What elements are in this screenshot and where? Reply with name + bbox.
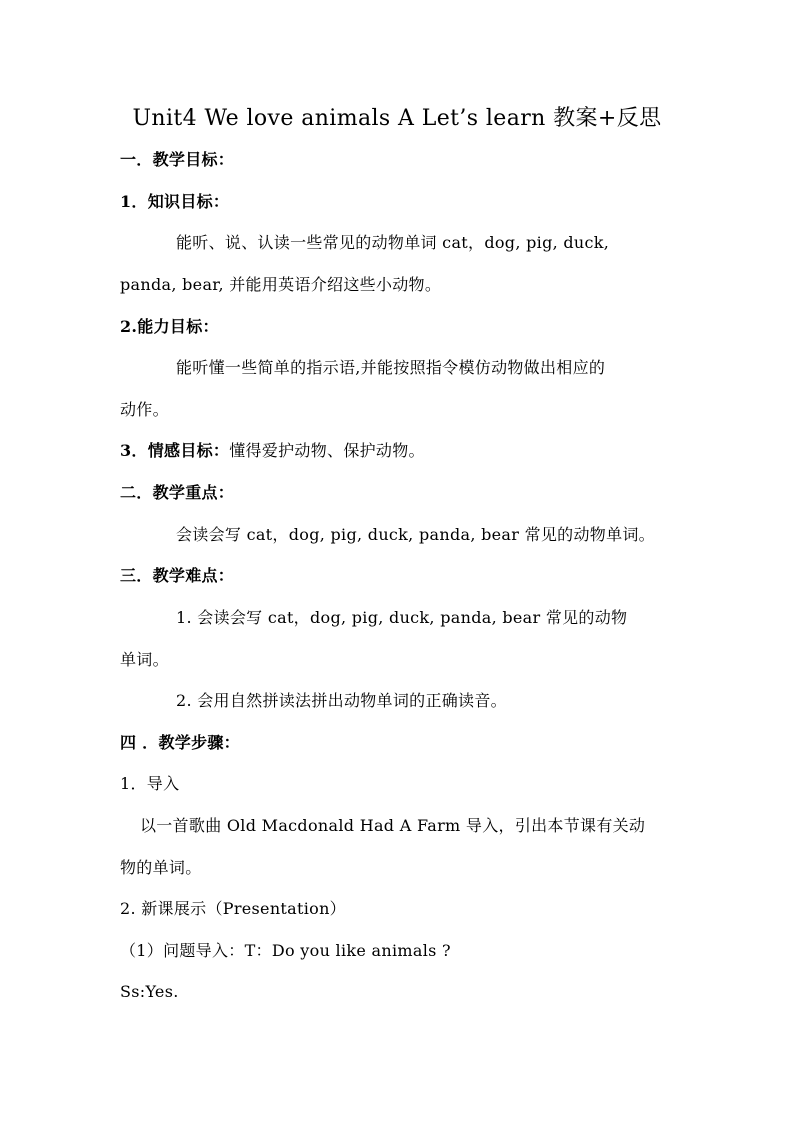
teaching-steps-heading: 四 ．教学步骤： (120, 733, 240, 752)
key-points-heading: 二．教学重点： (120, 483, 235, 502)
difficult-point-1-line-1: 1. 会读会写 cat，dog, pig, duck, panda, bear 常见的动物 (176, 608, 628, 627)
document-title: Unit4 We love animals A Let’s learn 教案+反思 (132, 106, 662, 131)
difficult-point-1-line-2: 单词。 (120, 650, 169, 669)
ability-goal-text-2: 动作。 (120, 400, 169, 419)
step-2-question: （1）问题导入：T：Do you like animals ? (120, 941, 451, 960)
ability-goal-label: 2.能力目标： (120, 317, 219, 336)
goals-heading: 一．教学目标： (120, 150, 235, 169)
knowledge-goal-text-1: 能听、说、认读一些常见的动物单词 cat，dog, pig, duck, (176, 233, 610, 252)
step-1-label: 1．导入 (120, 774, 180, 793)
step-1-text-1: 以一首歌曲 Old Macdonald Had A Farm 导入，引出本节课有关动 (140, 816, 646, 835)
key-points-text: 会读会写 cat，dog, pig, duck, panda, bear 常见的动物单词。 (176, 525, 655, 544)
knowledge-goal-text-2: panda, bear, 并能用英语介绍这些小动物。 (120, 275, 442, 294)
emotion-goal-text: 懂得爱护动物、保护动物。 (229, 441, 425, 460)
ability-goal-text-1: 能听懂一些简单的指示语,并能按照指令模仿动物做出相应的 (176, 358, 606, 377)
knowledge-goal-label-text: 1．知识目标： (120, 192, 230, 211)
difficult-points-heading: 三．教学难点： (120, 566, 235, 585)
knowledge-goal-label (120, 191, 229, 213)
emotion-goal-line (120, 440, 425, 462)
step-2-label: 2. 新课展示（Presentation） (120, 899, 346, 918)
step-2-answer: Ss:Yes. (120, 982, 179, 1001)
emotion-goal-label: 3．情感目标： (120, 441, 230, 460)
difficult-point-2: 2. 会用自然拼读法拼出动物单词的正确读音。 (176, 691, 507, 710)
step-1-text-2: 物的单词。 (120, 858, 202, 877)
